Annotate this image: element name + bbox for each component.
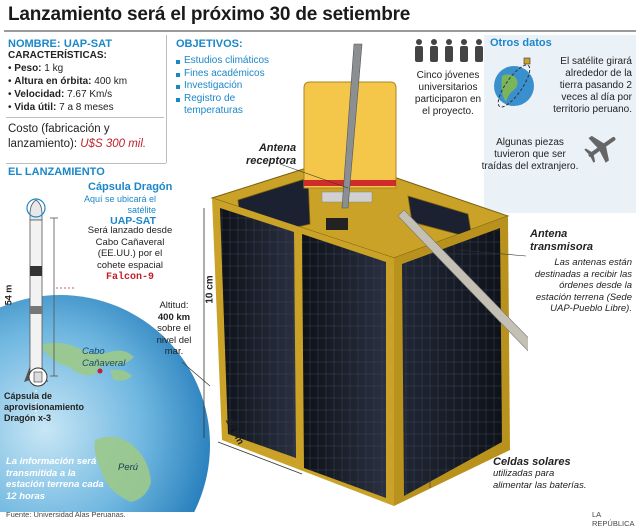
- objective-item: Registro de temperaturas: [176, 93, 264, 118]
- dim-height: 10 cm: [204, 275, 216, 304]
- objectives-heading: OBJETIVOS:: [176, 38, 243, 50]
- altitude-block: [150, 300, 198, 358]
- people-text: Cinco jóvenes universitarios participaron en el proyecto.: [414, 70, 482, 117]
- page-title: Lanzamiento será el próximo 30 de setiembre: [8, 4, 411, 25]
- spec-value: 1 kg: [44, 63, 64, 74]
- supply-capsule-icon: [26, 366, 50, 388]
- antenna-tx-line: transmisora: [530, 241, 593, 253]
- spec-row: • Altura en órbita: 400 km: [8, 76, 128, 87]
- antenna-tx-line: Antena: [530, 228, 568, 240]
- divider: [6, 163, 166, 164]
- antenna-rx-line: Antena: [258, 142, 297, 154]
- objective-item: Fines académicos: [176, 68, 269, 81]
- satellite-name: [8, 36, 112, 50]
- spec-row: • Velocidad: 7.67 Km/s: [8, 89, 113, 100]
- rocket-height: 54 m: [3, 284, 14, 306]
- objective-item: Estudios climáticos: [176, 55, 269, 68]
- spec-value: 7 a 8 meses: [59, 102, 114, 113]
- solar-text: utilizadas para alimentar las baterías.: [493, 468, 587, 491]
- cost-block: [8, 122, 168, 152]
- airplane-icon: [582, 128, 622, 166]
- launch-heading: EL LANZAMIENTO: [8, 166, 105, 178]
- divider: [166, 35, 167, 163]
- solar-title: Celdas solares: [493, 456, 571, 468]
- cost-value: U$S 300 mil.: [80, 138, 147, 150]
- altitude-sub: sobre el nivel del mar.: [156, 323, 192, 357]
- characteristics-list: [8, 62, 127, 114]
- capsule-subtitle-line: Aquí se ubicará el satélite: [83, 194, 156, 215]
- divider: [6, 117, 164, 118]
- capsule-subtitle-line: UAP-SAT: [110, 215, 156, 227]
- other-data-heading: Otros datos: [490, 37, 552, 49]
- spec-label: Velocidad:: [14, 89, 65, 100]
- spec-value: 400 km: [94, 76, 128, 87]
- launch-description: Será lanzado desde Cabo Cañaveral (EE.UU.) por el cohete espacial: [87, 225, 173, 271]
- antenna-rx-label: [246, 142, 296, 168]
- spec-label: Vida útil:: [14, 102, 57, 113]
- header-divider: [4, 30, 636, 32]
- spec-label: Altura en órbita:: [14, 76, 92, 87]
- cabo-label-text: Cabo Cañaveral: [82, 346, 126, 369]
- antenna-tx-text: Las antenas están destinadas a recibir las órdenes desde la estación terrena (Sede UAP-Pueblo Libre).: [534, 257, 632, 314]
- solar-cells-label: [493, 456, 593, 491]
- rocket-name: Falcon-9: [105, 272, 154, 283]
- cabo-label: [82, 346, 130, 369]
- peru-label: Perú: [118, 462, 139, 473]
- spec-row: • Peso: 1 kg: [8, 63, 64, 74]
- parts-text: Algunas piezas tuvieron que ser traídas del extranjero.: [481, 137, 579, 172]
- capsule-title: Cápsula Dragón: [88, 181, 173, 193]
- antenna-rx-line: receptora: [246, 155, 297, 167]
- footer-brand: LA REPÚBLICA: [592, 510, 635, 528]
- satellite-image: [198, 38, 528, 508]
- antenna-tx-label: [530, 228, 593, 254]
- characteristics-heading: CARACTERÍSTICAS:: [8, 50, 107, 61]
- transmit-text: La información será transmitida a la estación terrena cada 12 horas: [6, 456, 104, 502]
- altitude-label: Altitud:: [159, 300, 189, 311]
- spec-row: • Vida útil: 7 a 8 meses: [8, 102, 114, 113]
- dim-depth: 10 cm: [222, 416, 246, 447]
- orbit-text: El satélite girará alrededor de la tierra pasando 2 veces al día por territorio peruano.: [553, 56, 632, 115]
- footer-source: Fuente: Universidad Alas Peruanas.: [6, 510, 126, 519]
- spec-value: 7.67 Km/s: [67, 89, 113, 100]
- name-value: UAP-SAT: [63, 38, 112, 50]
- name-label: NOMBRE:: [8, 38, 61, 50]
- spec-label: Peso:: [14, 63, 42, 74]
- cost-label: Costo (fabricación y lanzamiento):: [8, 123, 110, 150]
- supply-capsule-label: Cápsula de aprovisionamiento Dragón x-3: [4, 391, 85, 423]
- altitude-value: 400 km: [157, 311, 191, 323]
- objective-item: Investigación: [176, 80, 269, 93]
